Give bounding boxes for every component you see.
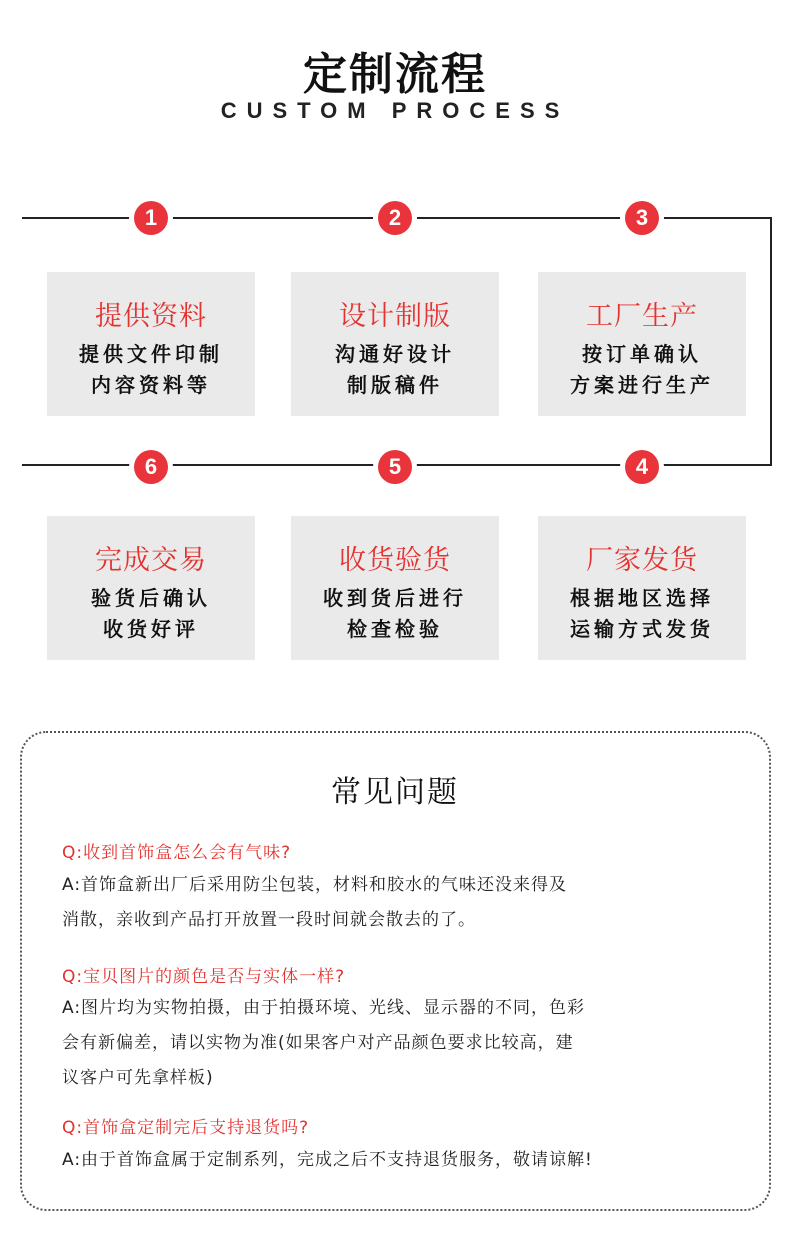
page-subtitle: CUSTOM PROCESS <box>220 98 570 123</box>
faq-answer-line: A:图片均为实物拍摄，由于拍摄环境、光线、显示器的不同，色彩 <box>62 998 586 1018</box>
step-title: 提供资料 <box>95 301 207 332</box>
step-description-line: 运输方式发货 <box>570 617 714 641</box>
faq-answer-line: A:首饰盒新出厂后采用防尘包装，材料和胶水的气味还没来得及 <box>62 875 568 895</box>
page-title: 定制流程 <box>303 49 487 100</box>
faq-title: 常见问题 <box>331 775 459 810</box>
step-description-line: 内容资料等 <box>91 373 211 397</box>
step-description-line: 制版稿件 <box>347 373 443 397</box>
step-number-badge: 4 <box>625 450 659 484</box>
step-card-1 <box>47 272 255 416</box>
step-card-6 <box>47 516 255 660</box>
step-card-2 <box>291 272 499 416</box>
faq-question: Q:宝贝图片的颜色是否与实体一样? <box>62 967 346 987</box>
step-number-badge: 1 <box>134 201 168 235</box>
step-title: 工厂生产 <box>586 301 698 332</box>
faq-answer-line: 消散，亲收到产品打开放置一段时间就会散去的了。 <box>62 910 476 930</box>
step-description-line: 收到货后进行 <box>323 586 467 610</box>
faq-answer-line: 议客户可先拿样板) <box>62 1068 214 1088</box>
step-title: 收货验货 <box>339 545 451 576</box>
step-description-line: 收货好评 <box>103 617 199 641</box>
step-card-3 <box>538 272 746 416</box>
step-number-badge: 6 <box>134 450 168 484</box>
step-number-badge: 2 <box>378 201 412 235</box>
step-description-line: 按订单确认 <box>582 342 702 366</box>
step-description-line: 验货后确认 <box>91 586 211 610</box>
step-number-badge: 3 <box>625 201 659 235</box>
faq-answer-line: 会有新偏差，请以实物为准(如果客户对产品颜色要求比较高，建 <box>62 1033 574 1053</box>
step-description-line: 提供文件印制 <box>79 342 223 366</box>
step-description-line: 沟通好设计 <box>335 342 455 366</box>
step-number-badge: 5 <box>378 450 412 484</box>
step-title: 完成交易 <box>95 545 207 576</box>
step-description-line: 根据地区选择 <box>570 586 714 610</box>
step-card-4 <box>538 516 746 660</box>
step-description-line: 方案进行生产 <box>570 373 714 397</box>
faq-question: Q:收到首饰盒怎么会有气味? <box>62 843 292 863</box>
faq-question: Q:首饰盒定制完后支持退货吗? <box>62 1118 310 1138</box>
step-description-line: 检查检验 <box>347 617 443 641</box>
faq-answer-line: A:由于首饰盒属于定制系列，完成之后不支持退货服务，敬请谅解! <box>62 1150 593 1170</box>
step-title: 设计制版 <box>339 301 451 332</box>
step-title: 厂家发货 <box>586 545 698 576</box>
step-card-5 <box>291 516 499 660</box>
process-line-right <box>770 217 772 466</box>
